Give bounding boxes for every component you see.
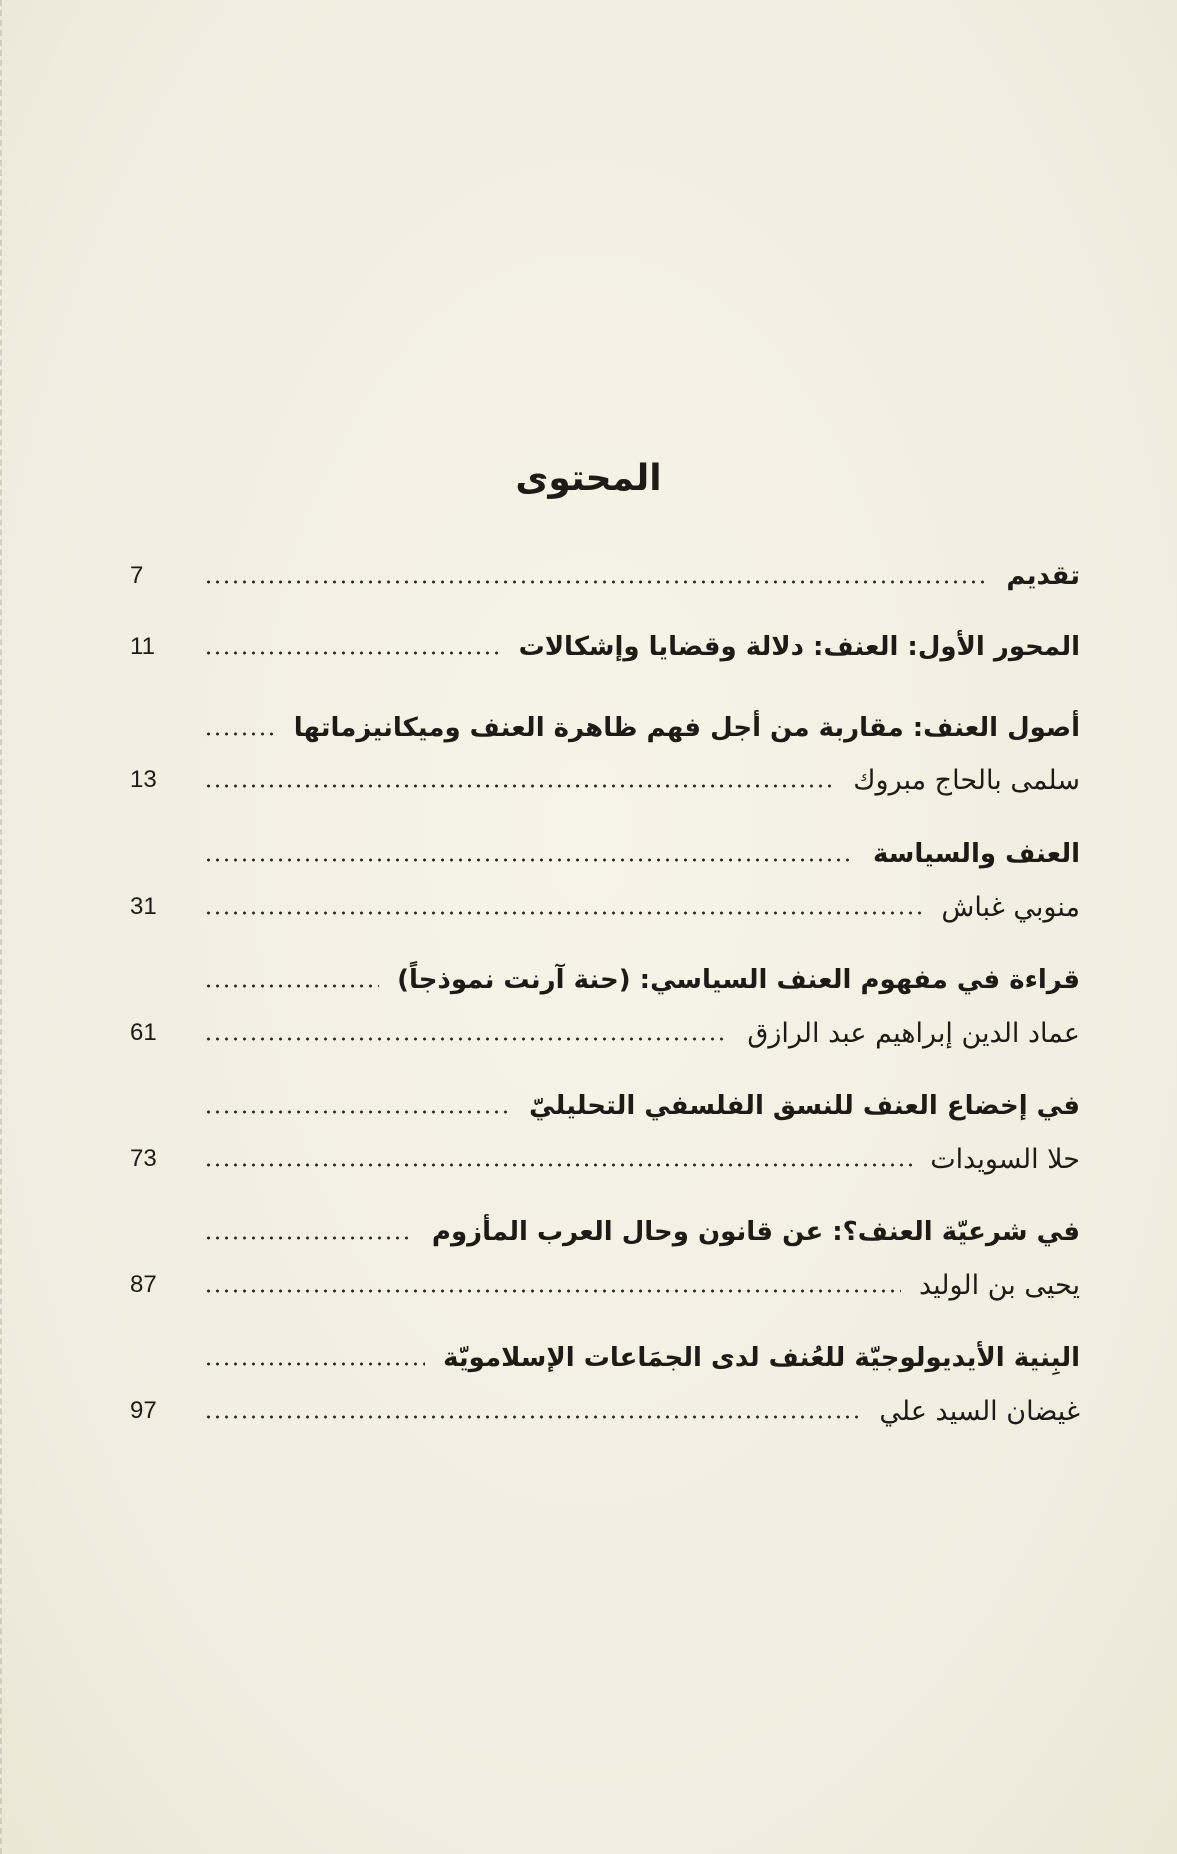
entry-author: حلا السويدات — [930, 1143, 1080, 1175]
page-number: 11 — [130, 633, 155, 660]
toc-entry-author[interactable] — [130, 887, 1080, 927]
entry-title: أصول العنف: مقاربة من أجل فهم ظاهرة العنف وميكانيزماتها — [293, 713, 1080, 743]
toc-entry-axis-one[interactable] — [130, 627, 1080, 667]
page-title: المحتوى — [515, 458, 662, 499]
entry-author: غيضان السيد علي — [879, 1395, 1080, 1427]
entry-author: يحيى بن الوليد — [918, 1269, 1080, 1301]
page-edge — [0, 0, 6, 1854]
toc-entry-title[interactable] — [130, 1086, 1080, 1126]
leader-dots — [204, 784, 835, 788]
leader-dots — [204, 1415, 861, 1419]
page-number: 13 — [130, 766, 157, 793]
entry-title: في شرعيّة العنف؟: عن قانون وحال العرب المأزوم — [431, 1217, 1080, 1247]
toc-entry-title[interactable] — [130, 960, 1080, 1000]
entry-title: قراءة في مفهوم العنف السياسي: (حنة آرنت نموذجاً) — [397, 965, 1080, 995]
leader-dots — [204, 732, 276, 736]
page-number: 97 — [130, 1397, 157, 1424]
page-number: 73 — [130, 1145, 157, 1172]
entry-title: في إخضاع العنف للنسق الفلسفي التحليليّ — [529, 1091, 1080, 1121]
leader-dots — [204, 1037, 729, 1041]
toc-entry-introduction[interactable] — [130, 556, 1080, 596]
entry-title: العنف والسياسة — [873, 839, 1080, 869]
leader-dots — [204, 1163, 912, 1167]
toc-entry-title[interactable] — [130, 1338, 1080, 1378]
leader-dots — [204, 858, 855, 862]
leader-dots — [204, 651, 501, 655]
leader-dots — [204, 1362, 425, 1366]
leader-dots — [204, 580, 988, 584]
toc-entry-title[interactable] — [130, 834, 1080, 874]
toc-entry-author[interactable] — [130, 1265, 1080, 1305]
page-number: 61 — [130, 1019, 157, 1046]
entry-title: البِنية الأيديولوجيّة للعُنف لدى الجمَاعات الإسلامويّة — [443, 1343, 1080, 1373]
toc-entry-author[interactable] — [130, 1013, 1080, 1053]
page-number: 87 — [130, 1271, 157, 1298]
leader-dots — [204, 911, 923, 915]
page-number: 31 — [130, 893, 157, 920]
page-number: 7 — [130, 562, 144, 589]
entry-title: تقديم — [1006, 561, 1080, 591]
toc-entry-author[interactable] — [130, 1139, 1080, 1179]
leader-dots — [204, 1289, 901, 1293]
entry-author: عماد الدين إبراهيم عبد الرازق — [747, 1017, 1080, 1049]
toc-entry-title[interactable] — [130, 1212, 1080, 1252]
entry-title: المحور الأول: العنف: دلالة وقضايا وإشكالات — [518, 632, 1080, 662]
entry-author: سلمى بالحاج مبروك — [853, 764, 1080, 796]
leader-dots — [204, 1236, 414, 1240]
leader-dots — [204, 984, 379, 988]
leader-dots — [204, 1110, 511, 1114]
toc-entry-title[interactable] — [130, 708, 1080, 748]
toc-entry-author[interactable] — [130, 1391, 1080, 1431]
entry-author: منوبي غباش — [941, 891, 1080, 923]
toc-entry-author[interactable] — [130, 760, 1080, 800]
